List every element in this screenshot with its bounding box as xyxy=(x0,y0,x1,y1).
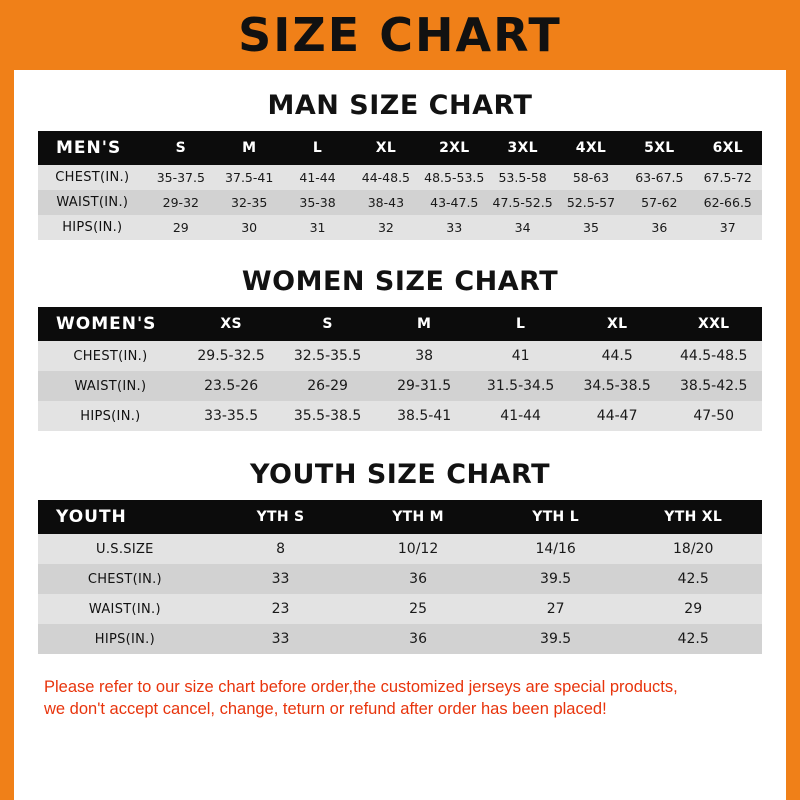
table-cell: 31 xyxy=(309,220,326,235)
women-header-xxl: XXL xyxy=(697,316,730,332)
man-header-3xl: 3XL xyxy=(507,140,538,156)
youth-header-m: YTH M xyxy=(392,509,444,525)
women-header-s: S xyxy=(322,316,333,332)
women-row-label-hips: HIPS(IN.) xyxy=(80,408,141,424)
table-cell: 14/16 xyxy=(535,541,576,557)
table-cell: 35 xyxy=(583,220,599,235)
table-row xyxy=(38,341,762,371)
content xyxy=(14,90,786,721)
table-cell: 29-31.5 xyxy=(397,378,452,394)
table-cell: 10/12 xyxy=(397,541,439,557)
table-cell: 29.5-32.5 xyxy=(197,348,265,364)
youth-header-label: YOUTH xyxy=(56,507,127,527)
table-row xyxy=(38,564,762,594)
table-row xyxy=(38,165,762,190)
table-cell: 25 xyxy=(409,601,427,617)
table-cell: 29 xyxy=(172,220,189,235)
table-cell: 57-62 xyxy=(641,195,678,210)
table-header-row xyxy=(38,131,762,165)
table-row xyxy=(38,624,762,654)
man-header-l: L xyxy=(312,140,323,156)
table-cell: 33 xyxy=(271,631,290,647)
youth-section-title: YOUTH SIZE CHART xyxy=(249,459,551,490)
youth-header-xl: YTH XL xyxy=(664,509,723,525)
table-cell: 31.5-34.5 xyxy=(486,378,555,394)
table-cell: 32 xyxy=(377,220,394,235)
table-cell: 47.5-52.5 xyxy=(492,195,553,210)
table-cell: 44.5-48.5 xyxy=(680,348,748,364)
man-header-xl: XL xyxy=(375,140,397,156)
women-header-l: L xyxy=(516,316,526,332)
table-cell: 32.5-35.5 xyxy=(293,348,362,364)
table-header-row xyxy=(38,500,762,534)
banner-title: SIZE CHART xyxy=(238,8,562,62)
table-cell: 53.5-58 xyxy=(498,170,547,185)
table-cell: 44-47 xyxy=(596,408,638,424)
table-cell: 18/20 xyxy=(673,541,714,557)
table-header-row xyxy=(38,307,762,341)
table-cell: 33 xyxy=(446,220,463,235)
table-cell: 42.5 xyxy=(677,631,709,647)
table-cell: 34.5-38.5 xyxy=(583,378,651,394)
table-cell: 38.5-42.5 xyxy=(680,378,748,394)
table-cell: 33 xyxy=(271,571,290,587)
order-notice-line-1: Please refer to our size chart before order,the customized jerseys are special products, xyxy=(44,678,678,696)
order-notice xyxy=(38,676,762,721)
table-cell: 37.5-41 xyxy=(225,170,274,185)
table-row xyxy=(38,215,762,240)
table-cell: 33-35.5 xyxy=(204,408,259,424)
youth-row-label-chest: CHEST(IN.) xyxy=(87,571,162,587)
women-header-label: WOMEN'S xyxy=(56,314,157,334)
man-section-title: MAN SIZE CHART xyxy=(267,90,533,121)
table-cell: 37 xyxy=(719,220,736,235)
table-row xyxy=(38,401,762,431)
table-cell: 43-47.5 xyxy=(430,195,479,210)
table-cell: 62-66.5 xyxy=(703,195,752,210)
table-cell: 63-67.5 xyxy=(635,170,684,185)
table-cell: 35-37.5 xyxy=(156,170,205,185)
table-cell: 48.5-53.5 xyxy=(424,170,485,185)
table-cell: 32-35 xyxy=(231,195,268,210)
youth-row-label-hips: HIPS(IN.) xyxy=(94,631,155,647)
man-header-s: S xyxy=(175,140,187,156)
table-cell: 41-44 xyxy=(500,408,541,424)
table-cell: 29 xyxy=(684,601,703,617)
man-row-label-waist: WAIST(IN.) xyxy=(56,195,129,210)
table-row xyxy=(38,534,762,564)
table-cell: 8 xyxy=(276,541,285,557)
table-cell: 38.5-41 xyxy=(397,408,452,424)
table-cell: 23 xyxy=(271,601,290,617)
table-cell: 36 xyxy=(409,571,427,587)
man-row-label-hips: HIPS(IN.) xyxy=(62,220,123,235)
table-cell: 30 xyxy=(241,220,258,235)
women-section-title: WOMEN SIZE CHART xyxy=(241,266,559,297)
table-cell: 29-32 xyxy=(162,195,199,210)
man-header-5xl: 5XL xyxy=(644,140,675,156)
man-header-m: M xyxy=(242,140,257,156)
table-cell: 38-43 xyxy=(367,195,405,210)
man-header-6xl: 6XL xyxy=(712,140,743,156)
banner xyxy=(14,0,786,70)
women-header-xs: XS xyxy=(220,316,242,332)
table-cell: 41-44 xyxy=(299,170,336,185)
women-row-label-chest: CHEST(IN.) xyxy=(73,348,148,364)
youth-header-s: YTH S xyxy=(256,509,305,525)
table-cell: 47-50 xyxy=(693,408,735,424)
table-cell: 39.5 xyxy=(540,571,572,587)
table-cell: 44-48.5 xyxy=(361,170,411,185)
table-cell: 35-38 xyxy=(299,195,336,210)
table-cell: 52.5-57 xyxy=(566,195,616,210)
youth-size-table xyxy=(38,500,762,654)
table-cell: 67.5-72 xyxy=(703,170,752,185)
table-cell: 35.5-38.5 xyxy=(293,408,362,424)
table-row xyxy=(38,594,762,624)
women-size-table xyxy=(38,307,762,431)
table-row xyxy=(38,371,762,401)
table-cell: 41 xyxy=(511,348,530,364)
table-cell: 36 xyxy=(409,631,427,647)
table-cell: 39.5 xyxy=(540,631,572,647)
youth-row-label-ussize: U.S.SIZE xyxy=(96,541,154,557)
table-cell: 58-63 xyxy=(572,170,610,185)
table-cell: 36 xyxy=(651,220,668,235)
youth-row-label-waist: WAIST(IN.) xyxy=(88,601,161,617)
table-cell: 44.5 xyxy=(601,348,633,364)
table-cell: 34 xyxy=(514,220,531,235)
table-cell: 26-29 xyxy=(307,378,348,394)
youth-header-l: YTH L xyxy=(532,509,579,525)
women-row-label-waist: WAIST(IN.) xyxy=(74,378,147,394)
table-cell: 38 xyxy=(415,348,434,364)
women-header-m: M xyxy=(417,316,432,332)
man-row-label-chest: CHEST(IN.) xyxy=(55,170,130,185)
table-cell: 27 xyxy=(546,601,565,617)
man-header-4xl: 4XL xyxy=(575,140,607,156)
man-size-table xyxy=(38,131,762,240)
man-header-2xl: 2XL xyxy=(439,140,470,156)
table-row xyxy=(38,190,762,215)
man-header-label: MEN'S xyxy=(56,138,122,158)
table-cell: 23.5-26 xyxy=(204,378,259,394)
table-cell: 42.5 xyxy=(677,571,709,587)
women-header-xl: XL xyxy=(606,316,628,332)
order-notice-line-2: we don't accept cancel, change, teturn or refund after order has been placed! xyxy=(44,700,607,719)
